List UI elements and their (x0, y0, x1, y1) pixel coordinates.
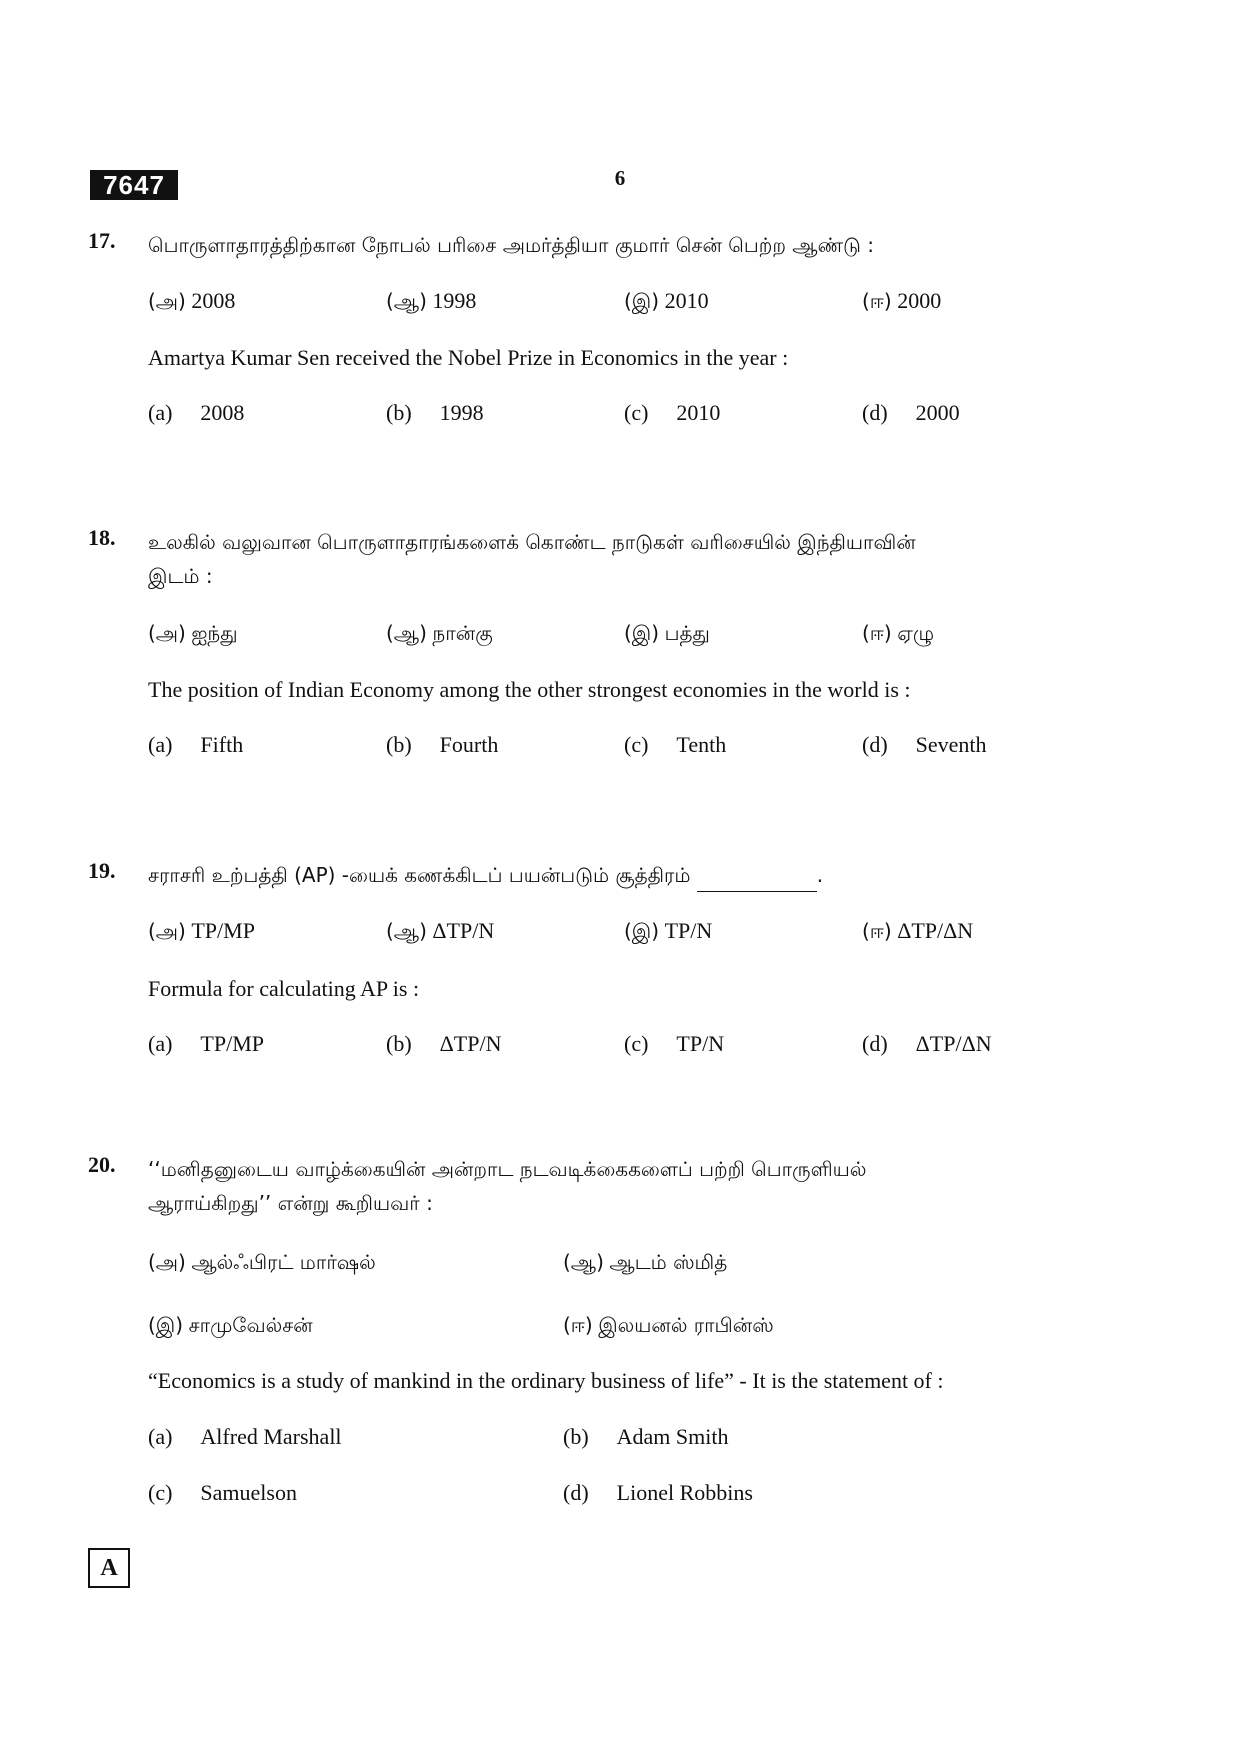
english-options (148, 1031, 1098, 1061)
question-number: 19. (88, 858, 116, 883)
option-b-tamil[interactable]: (ஆ) 1998 (386, 288, 477, 313)
option-c-tamil[interactable]: (இ) பத்து (624, 621, 710, 645)
question-text-line-1: ‘‘மனிதனுடைய வாழ்க்கையின் அன்றாட நடவடிக்கைகளைப் பற்றி பொருளியல் (148, 1157, 867, 1181)
option-c-tamil[interactable]: (இ) சாமுவேல்சன் (148, 1313, 313, 1337)
option-d[interactable]: (d) ΔTP/ΔN (862, 1031, 992, 1056)
question-text-line-1: உலகில் வலுவான பொருளாதாரங்களைக் கொண்ட நாடுகள் வரிசையில் இந்தியாவின் (148, 530, 916, 554)
question-text-line-2: இடம் : (148, 564, 213, 588)
question-series-box: A (88, 1548, 130, 1588)
question-text-tamil (148, 858, 1098, 892)
option-d[interactable]: (d) Lionel Robbins (563, 1480, 753, 1505)
option-a[interactable]: (a) Alfred Marshall (148, 1424, 342, 1449)
question-text-tamil (148, 525, 1098, 593)
option-b-tamil[interactable]: (ஆ) ΔTP/N (386, 918, 495, 943)
option-c[interactable]: (c) TP/N (624, 1031, 725, 1056)
option-d-tamil[interactable]: (ஈ) 2000 (862, 288, 942, 313)
tamil-options (148, 288, 1098, 318)
option-d-tamil[interactable]: (ஈ) ΔTP/ΔN (862, 918, 974, 943)
option-b[interactable]: (b) Fourth (386, 732, 499, 757)
question-18 (88, 525, 1098, 775)
english-options (148, 400, 1098, 430)
option-b-tamil[interactable]: (ஆ) ஆடம் ஸ்மித் (563, 1250, 728, 1274)
option-d[interactable]: (d) Seventh (862, 732, 987, 757)
english-options (148, 732, 1098, 762)
question-text-tamil (148, 1152, 1098, 1220)
option-a[interactable]: (a) 2008 (148, 400, 245, 425)
question-20 (88, 1152, 1098, 1522)
tamil-options-row-2 (148, 1312, 1098, 1342)
question-number: 17. (88, 228, 116, 253)
option-b[interactable]: (b) Adam Smith (563, 1424, 729, 1449)
tamil-options-row-1 (148, 1249, 1098, 1279)
option-a-tamil[interactable]: (அ) TP/MP (148, 918, 255, 943)
page-number: 6 (614, 166, 626, 190)
option-a[interactable]: (a) TP/MP (148, 1031, 265, 1056)
option-d-tamil[interactable]: (ஈ) இலயனல் ராபின்ஸ் (563, 1313, 774, 1337)
question-text-english: “Economics is a study of mankind in the ordinary business of life” - It is the statement of : (148, 1368, 944, 1393)
option-b-tamil[interactable]: (ஆ) நான்கு (386, 621, 493, 645)
fill-in-blank (697, 869, 817, 892)
question-end-mark: . (816, 863, 824, 887)
option-a-tamil[interactable]: (அ) ஆல்ஃபிரட் மார்ஷல் (148, 1250, 376, 1274)
option-c-tamil[interactable]: (இ) TP/N (624, 918, 713, 943)
option-a-tamil[interactable]: (அ) 2008 (148, 288, 236, 313)
option-c[interactable]: (c) Tenth (624, 732, 727, 757)
question-text-tamil: பொருளாதாரத்திற்கான நோபல் பரிசை அமர்த்தியா குமார் சென் பெற்ற ஆண்டு : (148, 233, 874, 257)
question-number: 18. (88, 525, 116, 550)
option-c-tamil[interactable]: (இ) 2010 (624, 288, 709, 313)
question-paper-code: 7647 (90, 170, 178, 200)
question-text-english: The position of Indian Economy among the other strongest economies in the world is : (148, 677, 911, 702)
english-options-row-1 (148, 1424, 1098, 1454)
english-options-row-2 (148, 1480, 1098, 1510)
option-c[interactable]: (c) Samuelson (148, 1480, 297, 1505)
tamil-options (148, 620, 1098, 650)
question-text: சராசரி உற்பத்தி (AP) -யைக் கணக்கிடப் பயன்படும் சூத்திரம் (148, 863, 691, 887)
question-17 (88, 228, 1098, 448)
option-c[interactable]: (c) 2010 (624, 400, 721, 425)
question-number: 20. (88, 1152, 116, 1177)
question-19 (88, 858, 1098, 1078)
option-d[interactable]: (d) 2000 (862, 400, 960, 425)
question-text-english: Formula for calculating AP is : (148, 976, 420, 1001)
tamil-options (148, 918, 1098, 948)
option-b[interactable]: (b) ΔTP/N (386, 1031, 502, 1056)
option-a[interactable]: (a) Fifth (148, 732, 244, 757)
option-a-tamil[interactable]: (அ) ஐந்து (148, 621, 238, 645)
option-d-tamil[interactable]: (ஈ) ஏழு (862, 621, 935, 645)
option-b[interactable]: (b) 1998 (386, 400, 484, 425)
question-text-english: Amartya Kumar Sen received the Nobel Prize in Economics in the year : (148, 345, 789, 370)
question-text-line-2: ஆராய்கிறது’’ என்று கூறியவர் : (148, 1191, 433, 1215)
